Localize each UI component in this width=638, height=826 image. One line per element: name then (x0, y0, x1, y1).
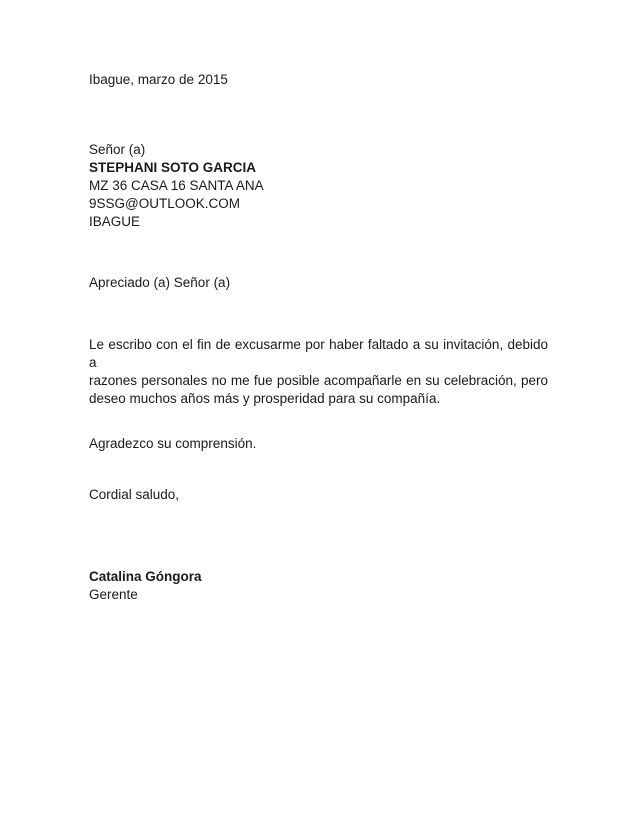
thanks-line: Agradezco su comprensión. (89, 436, 257, 451)
date-line: Ibague, marzo de 2015 (89, 72, 228, 87)
recipient-name: STEPHANI SOTO GARCIA (89, 160, 257, 175)
signature-name: Catalina Góngora (89, 569, 202, 584)
closing-line: Cordial saludo, (89, 487, 180, 502)
body-line: Le escribo con el fin de excusarme por haber faltado a su invitación, debido a (89, 337, 548, 370)
recipient-title: Señor (a) (89, 142, 146, 157)
body-line: razones personales no me fue posible acompañarle en su celebración, pero (89, 373, 548, 388)
recipient-city: IBAGUE (89, 214, 141, 229)
signature-role: Gerente (89, 587, 138, 602)
body-line: deseo muchos años más y prosperidad para su compañía. (89, 391, 441, 406)
recipient-address: MZ 36 CASA 16 SANTA ANA (89, 178, 264, 193)
body-paragraph (89, 336, 548, 408)
greeting: Apreciado (a) Señor (a) (89, 275, 231, 290)
recipient-email: 9SSG@OUTLOOK.COM (89, 196, 240, 211)
